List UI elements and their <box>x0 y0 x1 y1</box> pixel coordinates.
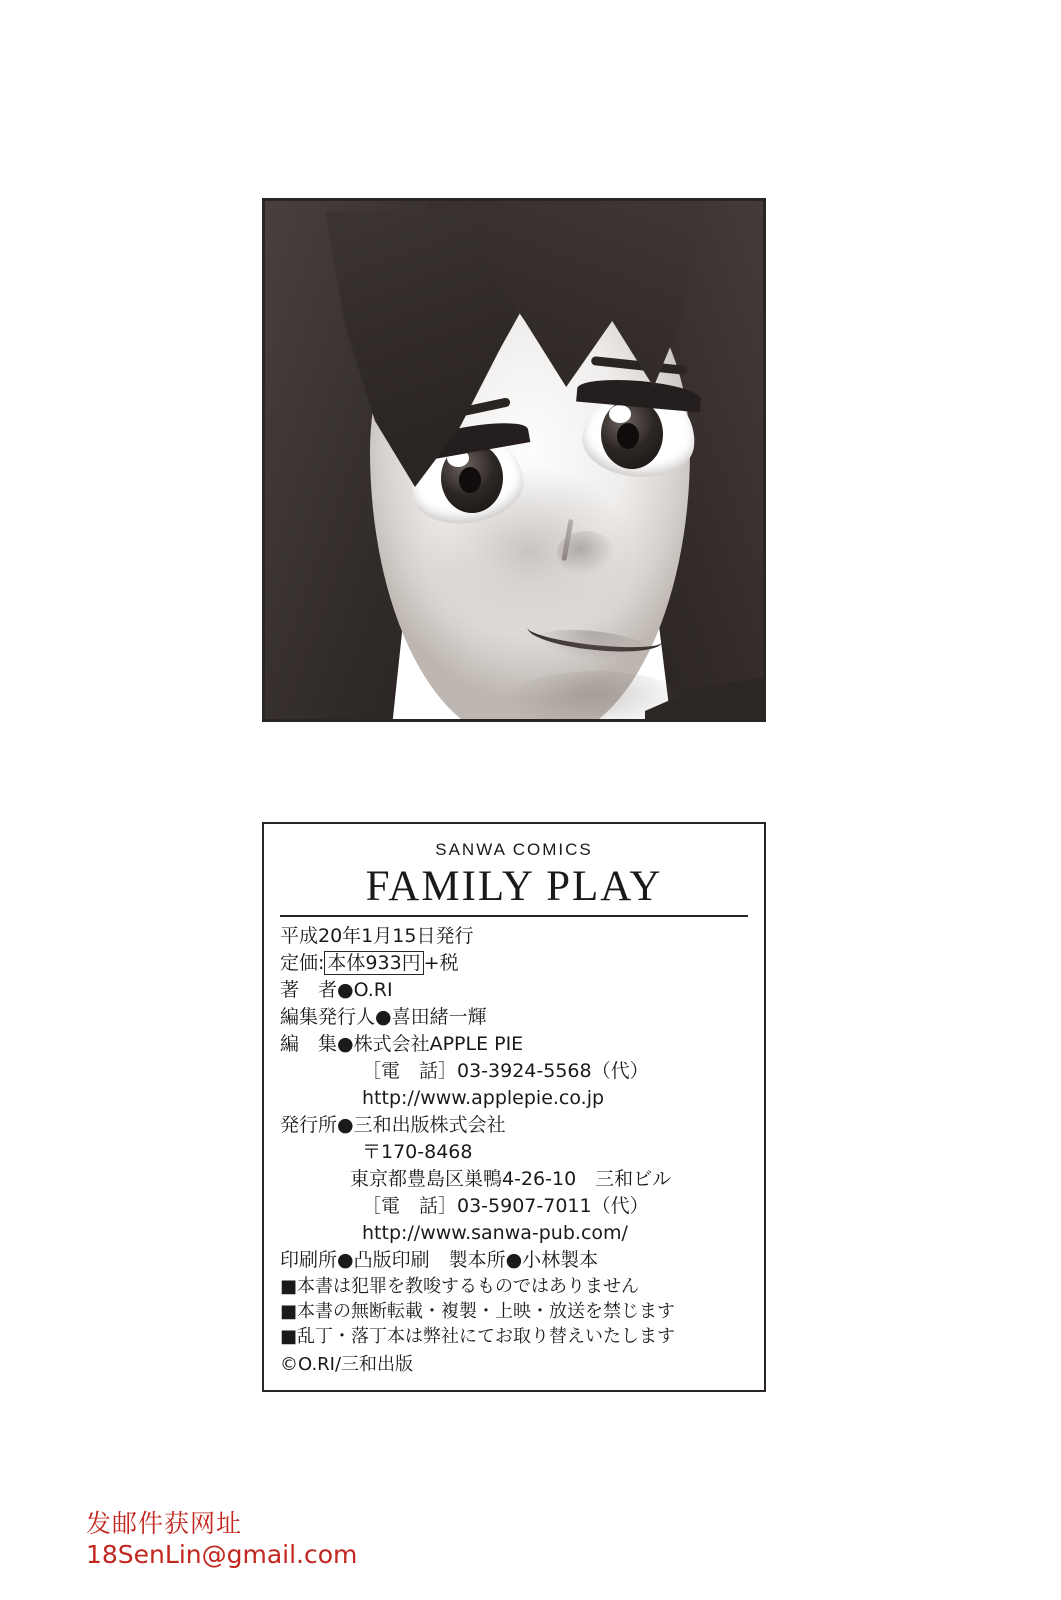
sanwa-phone-line: ［電 話］03-5907-7011（代） <box>362 1194 649 1217</box>
postal-code-line: 〒170-8468 <box>362 1140 473 1163</box>
address-line: 東京都豊島区巣鴨4-26-10 三和ビル <box>350 1167 672 1190</box>
legal-notes <box>280 1274 748 1350</box>
apple-pie-phone-line: ［電 話］03-3924-5568（代） <box>362 1059 649 1082</box>
imprint-label: SANWA COMICS <box>435 840 593 859</box>
watermark-line-1: 发邮件获网址 <box>86 1509 243 1538</box>
price-amount: 本体933円 <box>324 951 423 975</box>
title-divider <box>280 915 748 917</box>
watermark <box>86 1508 357 1571</box>
legal-note-2: ■本書の無断転載・複製・上映・放送を禁じます <box>280 1300 676 1322</box>
pupil-left <box>459 467 481 493</box>
apple-pie-url-line[interactable]: http://www.applepie.co.jp <box>362 1086 605 1109</box>
publisher-line: 発行所●三和出版株式会社 <box>280 1113 506 1136</box>
editor-publisher-line: 編集発行人●喜田緒一輝 <box>280 1005 487 1028</box>
publication-date: 平成20年1月15日発行 <box>280 925 474 947</box>
eye-highlight-right <box>609 405 631 423</box>
legal-note-1: ■本書は犯罪を教唆するものではありません <box>280 1275 640 1297</box>
cover-illustration <box>262 198 766 722</box>
printing-binding-line: 印刷所●凸版印刷 製本所●小林製本 <box>280 1248 599 1271</box>
author-line: 著 者●O.RI <box>280 978 393 1001</box>
editing-company-line: 編 集●株式会社APPLE PIE <box>280 1032 524 1055</box>
sanwa-url-line[interactable]: http://www.sanwa-pub.com/ <box>362 1221 628 1244</box>
colophon-box <box>262 822 766 1392</box>
price-suffix: +税 <box>423 951 459 974</box>
price-line <box>280 950 748 977</box>
legal-note-3: ■乱丁・落丁本は弊社にてお取り替えいたします <box>280 1325 676 1347</box>
book-title: FAMILY PLAY <box>365 863 663 910</box>
watermark-email: 18SenLin@gmail.com <box>86 1540 358 1570</box>
price-label: 定価: <box>280 951 325 974</box>
publication-info-list <box>280 923 748 1274</box>
copyright-line: ©O.RI/三和出版 <box>280 1354 414 1376</box>
pupil-right <box>617 423 639 449</box>
